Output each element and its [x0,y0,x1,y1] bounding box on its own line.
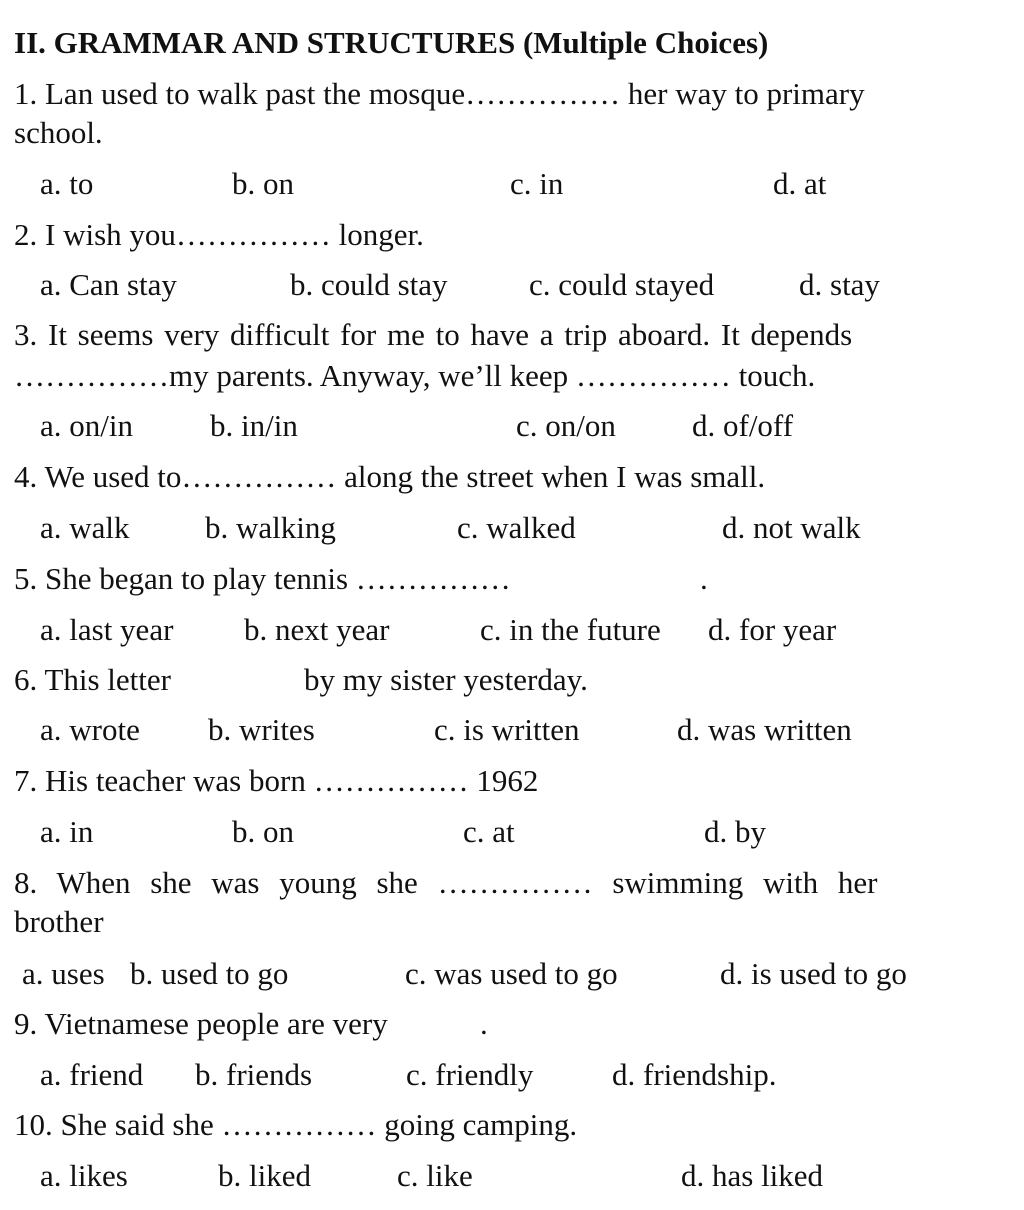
option-5a[interactable]: a. last year [40,612,174,647]
option-9d[interactable]: d. friendship. [612,1057,777,1092]
option-1d[interactable]: d. at [773,166,827,201]
question-6-text: 6. This letter [14,662,171,697]
question-6-text-cont: by my sister yesterday. [304,662,588,697]
option-8b[interactable]: b. used to go [130,956,289,991]
option-2c[interactable]: c. could stayed [529,267,715,302]
question-1-text-cont: school. [14,115,103,150]
option-8a[interactable]: a. uses [22,956,105,991]
heading: II. GRAMMAR AND STRUCTURES (Multiple Choices) [14,25,769,60]
option-7b[interactable]: b. on [232,814,294,849]
option-8c[interactable]: c. was used to go [405,956,618,991]
option-4a[interactable]: a. walk [40,510,130,545]
option-6a[interactable]: a. wrote [40,712,140,747]
option-9b[interactable]: b. friends [195,1057,313,1092]
option-4b[interactable]: b. walking [205,510,336,545]
option-7a[interactable]: a. in [40,814,94,849]
option-9a[interactable]: a. friend [40,1057,144,1092]
option-2a[interactable]: a. Can stay [40,267,177,302]
question-3-text: 3. It seems very difficult for me to have a trip aboard. It depends [14,317,853,352]
option-4c[interactable]: c. walked [457,510,576,545]
option-9c[interactable]: c. friendly [406,1057,534,1092]
option-10d[interactable]: d. has liked [681,1158,824,1193]
option-4d[interactable]: d. not walk [722,510,861,545]
option-10a[interactable]: a. likes [40,1158,128,1193]
option-3a[interactable]: a. on/in [40,408,133,443]
question-1-text: 1. Lan used to walk past the mosque…………… her way to primary [14,76,865,111]
option-1b[interactable]: b. on [232,166,294,201]
option-6d[interactable]: d. was written [677,712,852,747]
question-9-period: . [480,1006,488,1041]
question-9-text: 9. Vietnamese people are very [14,1006,388,1041]
question-5-period: . [700,561,708,596]
option-6b[interactable]: b. writes [208,712,315,747]
question-2-text: 2. I wish you…………… longer. [14,217,424,252]
option-2d[interactable]: d. stay [799,267,880,302]
option-1c[interactable]: c. in [510,166,564,201]
question-8-text: 8. When she was young she …………… swimming with her [14,865,878,900]
option-10c[interactable]: c. like [397,1158,473,1193]
option-6c[interactable]: c. is written [434,712,580,747]
option-3b[interactable]: b. in/in [210,408,298,443]
option-5d[interactable]: d. for year [708,612,837,647]
question-8-text-cont: brother [14,904,104,939]
option-5b[interactable]: b. next year [244,612,390,647]
option-10b[interactable]: b. liked [218,1158,311,1193]
option-3d[interactable]: d. of/off [692,408,794,443]
option-5c[interactable]: c. in the future [480,612,661,647]
option-3c[interactable]: c. on/on [516,408,616,443]
question-7-text: 7. His teacher was born …………… 1962 [14,763,539,798]
question-3-text-cont: ……………my parents. Anyway, we’ll keep …………… touch. [14,358,816,393]
option-1a[interactable]: a. to [40,166,94,201]
option-7c[interactable]: c. at [463,814,515,849]
option-2b[interactable]: b. could stay [290,267,448,302]
option-8d[interactable]: d. is used to go [720,956,907,991]
question-5-text: 5. She began to play tennis …………… [14,561,511,596]
question-4-text: 4. We used to…………… along the street when I was small. [14,459,766,494]
option-7d[interactable]: d. by [704,814,766,849]
question-10-text: 10. She said she …………… going camping. [14,1107,578,1142]
